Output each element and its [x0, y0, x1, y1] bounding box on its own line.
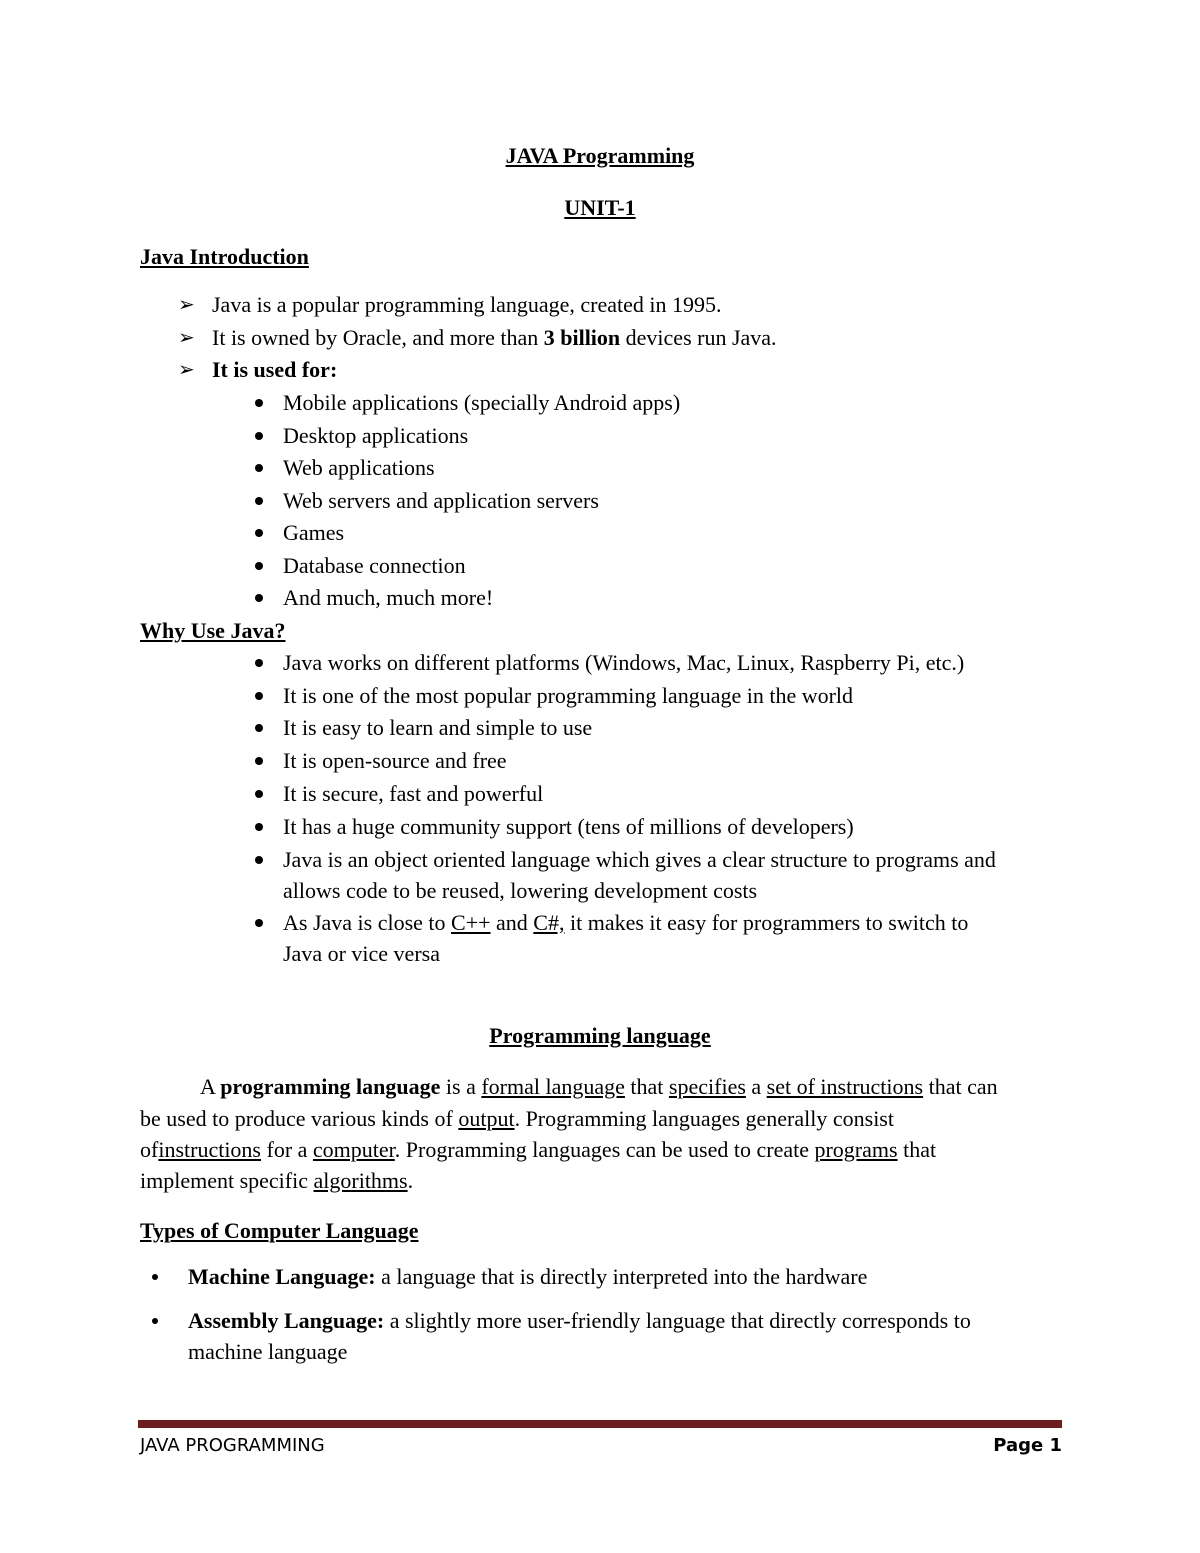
page-number: Page 1 — [993, 1435, 1062, 1456]
cpp-link[interactable]: C++ — [451, 910, 491, 935]
list-item: Java is an object oriented language which gives a clear structure to programs and — [283, 847, 996, 872]
arrowhead-bullet-icon: ➢ — [178, 327, 195, 349]
intro-arrow-item: It is used for: — [212, 357, 338, 382]
round-bullet-icon — [255, 856, 263, 864]
unit-heading: UNIT-1 — [564, 195, 636, 220]
list-item: It is easy to learn and simple to use — [283, 715, 593, 740]
list-item: It has a huge community support (tens of millions of developers) — [283, 814, 854, 839]
list-item: Web applications — [283, 455, 435, 480]
csharp-link[interactable]: C#, — [533, 910, 565, 935]
list-item: And much, much more! — [283, 585, 494, 610]
list-item: Java works on different platforms (Windows, Mac, Linux, Raspberry Pi, etc.) — [283, 650, 965, 675]
round-bullet-icon — [255, 432, 263, 440]
list-item-continuation: allows code to be reused, lowering development costs — [283, 878, 758, 903]
section-heading-proglang: Programming language — [489, 1023, 711, 1048]
round-bullet-icon — [255, 562, 263, 570]
round-bullet-icon — [255, 497, 263, 505]
round-bullet-icon — [255, 529, 263, 537]
set-of-instructions-link[interactable]: set of instructions — [766, 1074, 924, 1099]
footer-rule — [138, 1420, 1062, 1428]
round-bullet-icon — [255, 659, 263, 667]
list-item: Games — [283, 520, 345, 545]
programs-link[interactable]: programs — [814, 1137, 898, 1162]
list-item-continuation: machine language — [188, 1339, 348, 1364]
paragraph-line: A programming language is a formal language that specifies a set of instructions that can — [200, 1074, 998, 1099]
arrowhead-bullet-icon: ➢ — [178, 294, 195, 316]
algorithms-link[interactable]: algorithms — [313, 1168, 408, 1193]
computer-link[interactable]: computer — [312, 1137, 395, 1162]
list-item-continuation: Java or vice versa — [283, 941, 440, 966]
round-bullet-icon — [255, 724, 263, 732]
list-item: As Java is close to C++ and C#, it makes it easy for programmers to switch to — [283, 910, 969, 935]
list-item: Assembly Language: a slightly more user-friendly language that directly corresponds to — [188, 1308, 971, 1333]
round-bullet-icon — [255, 594, 263, 602]
page-title: JAVA Programming — [505, 143, 695, 168]
instructions-link[interactable]: instructions — [158, 1137, 261, 1162]
arrowhead-bullet-icon: ➢ — [178, 359, 195, 381]
list-item: Machine Language: a language that is directly interpreted into the hardware — [188, 1264, 868, 1289]
list-item: It is secure, fast and powerful — [283, 781, 544, 806]
paragraph-line: implement specific algorithms. — [140, 1168, 414, 1193]
output-link[interactable]: output — [458, 1106, 515, 1131]
list-item: Database connection — [283, 553, 466, 578]
list-item: Desktop applications — [283, 423, 469, 448]
section-heading-intro: Java Introduction — [140, 244, 309, 269]
round-bullet-icon — [255, 823, 263, 831]
round-bullet-icon — [255, 919, 263, 927]
round-bullet-icon — [152, 1274, 158, 1280]
round-bullet-icon — [255, 692, 263, 700]
list-item: It is one of the most popular programming language in the world — [283, 683, 854, 708]
round-bullet-icon — [255, 399, 263, 407]
section-heading-types: Types of Computer Language — [140, 1218, 419, 1243]
specifies-link[interactable]: specifies — [668, 1074, 746, 1099]
section-heading-why: Why Use Java? — [140, 618, 286, 643]
intro-arrow-item: It is owned by Oracle, and more than 3 billion devices run Java. — [212, 325, 777, 350]
round-bullet-icon — [255, 790, 263, 798]
round-bullet-icon — [255, 464, 263, 472]
formal-language-link[interactable]: formal language — [481, 1074, 625, 1099]
list-item: Mobile applications (specially Android apps) — [283, 390, 681, 415]
round-bullet-icon — [152, 1318, 158, 1324]
list-item: Web servers and application servers — [283, 488, 599, 513]
paragraph-line: ofinstructions for a computer. Programming languages can be used to create programs that — [140, 1137, 937, 1162]
list-item: It is open-source and free — [283, 748, 507, 773]
paragraph-line: be used to produce various kinds of output. Programming languages generally consist — [140, 1106, 894, 1131]
intro-arrow-item: Java is a popular programming language, created in 1995. — [212, 292, 722, 317]
round-bullet-icon — [255, 757, 263, 765]
footer-title: JAVA PROGRAMMING — [140, 1435, 325, 1456]
